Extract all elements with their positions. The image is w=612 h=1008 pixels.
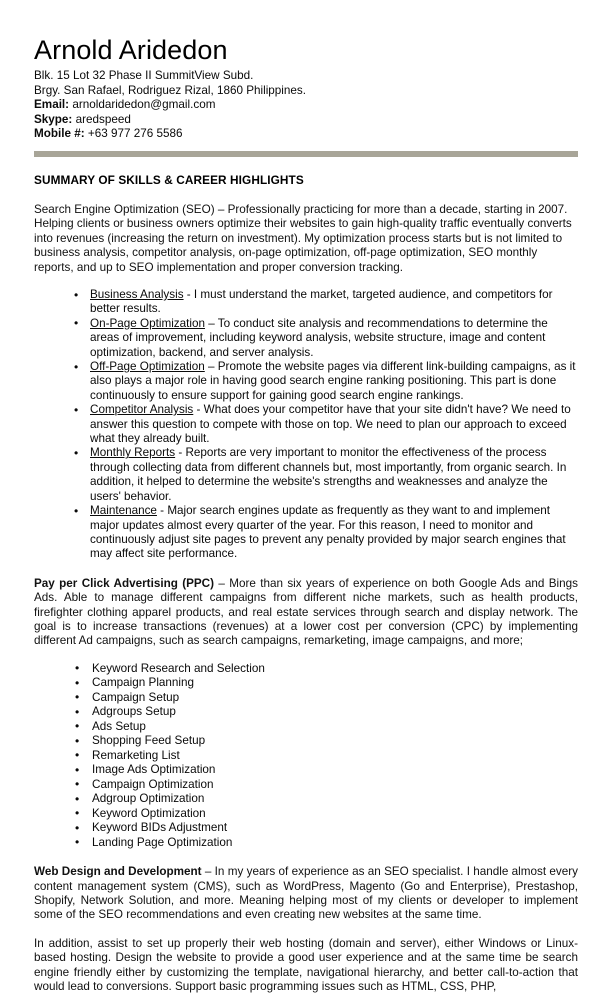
skill-description: - Major search engines update as frequently as they want to and implement major updates almost every quarter of the year. For this reason, I need to monitor and continuously adjust site pages to prevent any penalty provided by major search engines that may affect site performance. bbox=[90, 504, 566, 561]
list-item bbox=[34, 504, 578, 562]
ppc-body-text: – More than six years of experience on both Google Ads and Bings Ads. Able to manage different campaigns from different niche markets, such as health products, firefighter clothing apparel products, and real estate services through search and display network. The goal is to increase transactions (revenues) at a lower cost per conversion (CPC) by implementing different Ad campaigns, such as search campaigns, remarketing, image campaigns, and more; bbox=[34, 576, 578, 648]
skill-description: – To conduct site analysis and recommendations to determine the areas of improvement, including keyword analysis, website structure, image and content optimization, backend, and server analysis. bbox=[90, 316, 548, 359]
list-item: • Adgroups Setup bbox=[34, 705, 578, 720]
skill-description: - I must understand the market, targeted audience, and competitors for better results. bbox=[90, 288, 553, 316]
email-label: Email: bbox=[34, 98, 70, 112]
list-item: • Remarketing List bbox=[34, 749, 578, 764]
list-item bbox=[34, 446, 578, 504]
header-divider bbox=[34, 151, 578, 157]
skill-term: Competitor Analysis bbox=[90, 403, 194, 417]
seo-skills-list bbox=[34, 288, 578, 562]
mobile-label: Mobile #: bbox=[34, 127, 85, 141]
list-item: • Adgroup Optimization bbox=[34, 792, 578, 807]
list-item: • Image Ads Optimization bbox=[34, 763, 578, 778]
contact-block bbox=[34, 69, 578, 142]
skype-value: aredspeed bbox=[75, 112, 131, 126]
ppc-services-list bbox=[34, 662, 578, 851]
list-item: • Keyword Optimization bbox=[34, 807, 578, 822]
web-design-paragraph bbox=[34, 865, 578, 923]
list-item bbox=[34, 317, 578, 360]
skill-description: - Reports are very important to monitor the effectiveness of the process through collecting data from different channels but, most importantly, from organic search. In addition, it helped to determine the website's strengths and weaknesses and analyze the users' behavior. bbox=[90, 446, 567, 503]
skype-label: Skype: bbox=[34, 112, 73, 126]
skype-line bbox=[34, 113, 578, 128]
mobile-line bbox=[34, 127, 578, 142]
skill-term: On-Page Optimization bbox=[90, 316, 205, 330]
email-value: arnoldaridedon@gmail.com bbox=[72, 98, 216, 112]
ppc-paragraph bbox=[34, 577, 578, 649]
skill-term: Off-Page Optimization bbox=[90, 360, 205, 374]
address-line-1: Blk. 15 Lot 32 Phase II SummitView Subd. bbox=[34, 69, 254, 82]
list-item: • Shopping Feed Setup bbox=[34, 734, 578, 749]
list-item: • Ads Setup bbox=[34, 720, 578, 735]
mobile-value: +63 977 276 5586 bbox=[87, 127, 183, 141]
list-item: • Keyword Research and Selection bbox=[34, 662, 578, 677]
list-item: • Landing Page Optimization bbox=[34, 836, 578, 851]
list-item: • Keyword BIDs Adjustment bbox=[34, 821, 578, 836]
web-hosting-paragraph: In addition, assist to set up properly their web hosting (domain and server), either Windows or Linux-based hosting. Design the website to provide a good user experience and at the same time be search engine friendly either by customizing the template, navigational hierarchy, and better call-to-action that would lead to conversions. Support basic programming issues such as HTML, CSS, PHP, bbox=[34, 936, 578, 994]
web-design-body-text: – In my years of experience as an SEO specialist. I handle almost every content management system (CMS), such as WordPress, Magento (Go and Enterprise), Prestashop, Shopify, Network Solution, and more. Meaning helping most of my clients or developer to implement some of the SEO recommendations and even creating new websites at the same time. bbox=[34, 865, 578, 922]
ppc-lead-label: Pay per Click Advertising (PPC) bbox=[34, 576, 215, 590]
summary-intro-paragraph: Search Engine Optimization (SEO) – Professionally practicing for more than a decade, starting in 2007. Helping clients or business owners optimize their websites to gain high-quality traffic eventually converts into revenues (increasing the return on investment). My optimization process starts but is not limited to business analysis, competitor analysis, on-page optimization, off-page optimization, SEO monthly reports, and up to SEO implementation and proper conversion tracking. bbox=[34, 202, 572, 274]
section-heading-summary: SUMMARY OF SKILLS & CAREER HIGHLIGHTS bbox=[34, 172, 304, 187]
list-item: • Campaign Optimization bbox=[34, 778, 578, 793]
list-item: • Campaign Setup bbox=[34, 691, 578, 706]
skill-term: Maintenance bbox=[90, 504, 157, 518]
skill-term: Business Analysis bbox=[90, 288, 184, 301]
skill-description: - What does your competitor have that your site didn't have? We need to answer this question to compete with those on top. We need to plan our approach to exceed what they already built. bbox=[90, 403, 571, 446]
candidate-name: Arnold Aridedon bbox=[34, 35, 228, 65]
skill-term: Monthly Reports bbox=[90, 446, 176, 460]
list-item: • Campaign Planning bbox=[34, 676, 578, 691]
list-item bbox=[34, 403, 578, 446]
web-design-lead-label: Web Design and Development bbox=[34, 865, 202, 879]
address-line-2: Brgy. San Rafael, Rodriguez Rizal, 1860 Philippines. bbox=[34, 83, 306, 97]
list-item bbox=[34, 288, 578, 317]
list-item bbox=[34, 360, 578, 403]
skill-description: – Promote the website pages via different link-building campaigns, as it also plays a major role in having good search engine ranking positioning. This part is done continuously to ensure support for gaining good search engine rankings. bbox=[90, 360, 576, 402]
email-line bbox=[34, 98, 578, 113]
